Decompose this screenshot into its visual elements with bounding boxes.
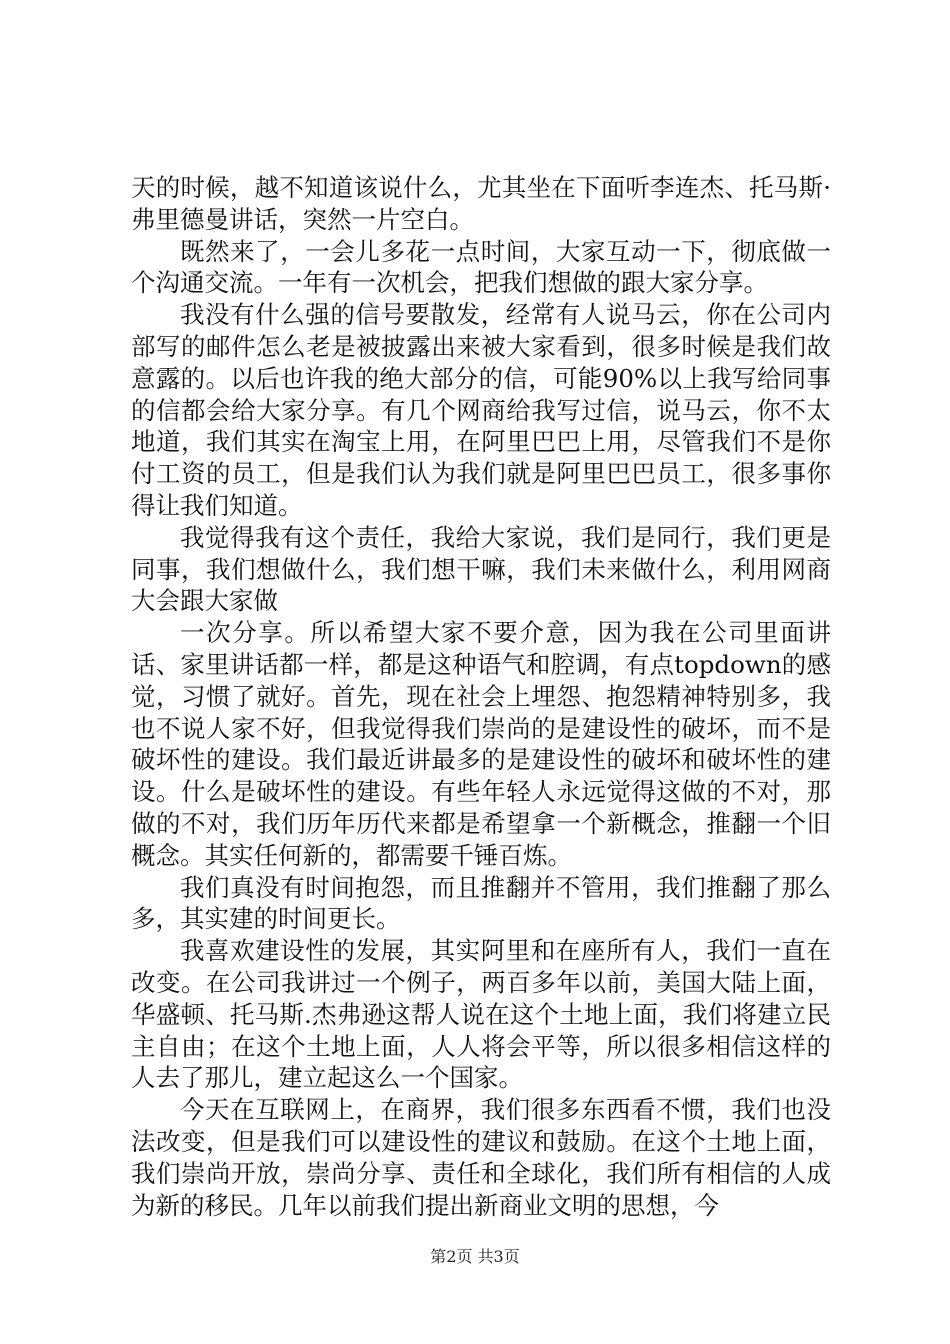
paragraph-8: 今天在互联网上，在商界，我们很多东西看不惯，我们也没法改变，但是我们可以建设性的建议和鼓励。在这个土地上面，我们崇尚开放，崇尚分享、责任和全球化，我们所有相信的人成为新的移民。几年以前我们提出新商业文明的思想，今 (131, 1095, 831, 1220)
paragraph-4: 我觉得我有这个责任，我给大家说，我们是同行，我们更是同事，我们想做什么，我们想干嘛，我们未来做什么，利用网商大会跟大家做 (131, 522, 831, 616)
paragraph-2: 既然来了，一会儿多花一点时间，大家互动一下，彻底做一个沟通交流。一年有一次机会，把我们想做的跟大家分享。 (131, 236, 831, 298)
document-body (131, 172, 831, 1221)
paragraph-3: 我没有什么强的信号要散发，经常有人说马云，你在公司内部写的邮件怎么老是被披露出来被大家看到，很多时候是我们故意露的。以后也许我的绝大部分的信，可能90%以上我写给同事的信都会给大家分享。有几个网商给我写过信，说马云，你不太地道，我们其实在淘宝上用，在阿里巴巴上用，尽管我们不是你付工资的员工，但是我们认为我们就是阿里巴巴员工，很多事你得让我们知道。 (131, 300, 831, 520)
paragraph-5: 一次分享。所以希望大家不要介意，因为我在公司里面讲话、家里讲话都一样，都是这种语气和腔调，有点topdown的感觉，习惯了就好。首先，现在社会上埋怨、抱怨精神特别多，我也不说人家不好，但我觉得我们崇尚的是建设性的破坏，而不是破坏性的建设。我们最近讲最多的是建设性的破坏和破坏性的建设。什么是破坏性的建设。有些年轻人永远觉得这做的不对，那做的不对，我们历年历代来都是希望拿一个新概念，推翻一个旧概念。其实任何新的，都需要千锤百炼。 (131, 618, 831, 870)
page-footer (0, 1244, 950, 1267)
paragraph-1: 天的时候，越不知道该说什么，尤其坐在下面听李连杰、托马斯·弗里德曼讲话，突然一片空白。 (131, 173, 831, 234)
paragraph-6: 我们真没有时间抱怨，而且推翻并不管用，我们推翻了那么多，其实建的时间更长。 (131, 872, 831, 934)
paragraph-7: 我喜欢建设性的发展，其实阿里和在座所有人，我们一直在改变。在公司我讲过一个例子，两百多年以前，美国大陆上面，华盛顿、托马斯.杰弗逊这帮人说在这个土地上面，我们将建立民主自由；在这个土地上面，人人将会平等，所以很多相信这样的人去了那儿，建立起这么一个国家。 (131, 936, 831, 1093)
page-number-label: 第2页 共3页 (430, 1247, 520, 1266)
